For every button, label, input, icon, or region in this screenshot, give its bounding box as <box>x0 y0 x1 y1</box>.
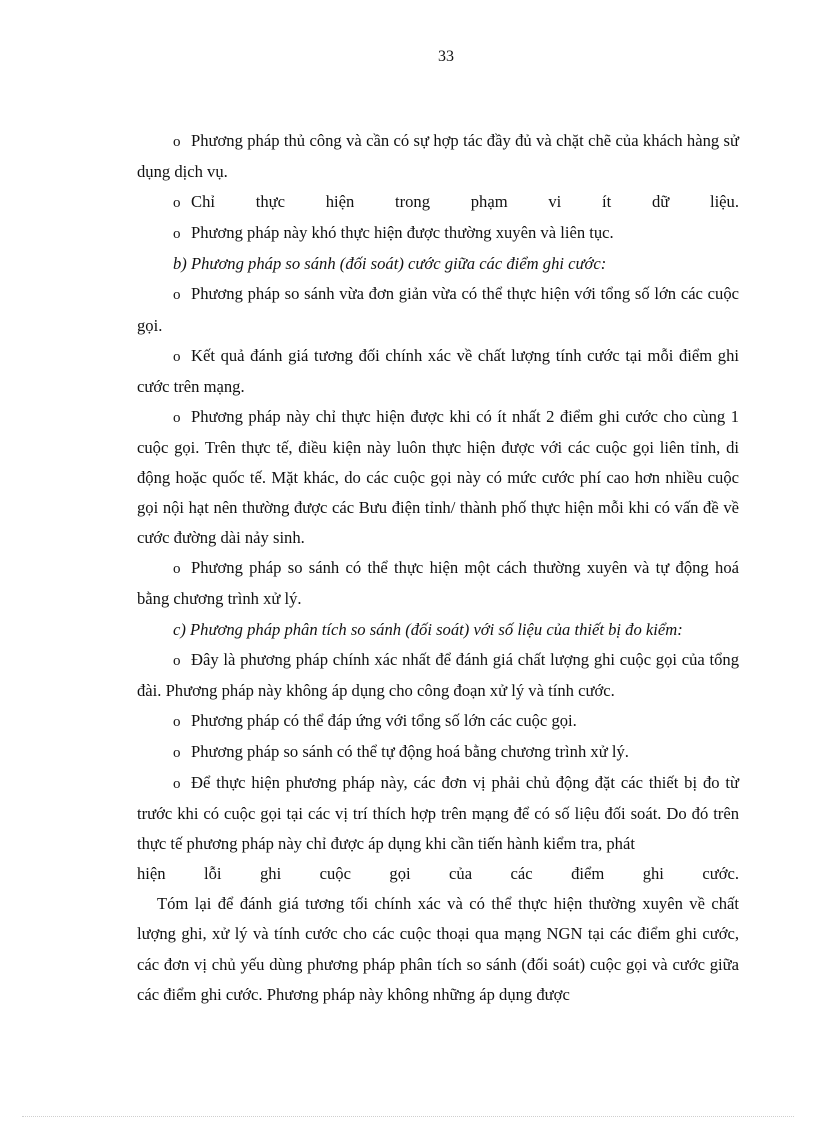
bullet-item <box>137 218 739 249</box>
bullet-text: Chỉ thực hiện trong phạm vi ít dữ liệu. <box>191 192 739 212</box>
section-heading: c) Phương pháp phân tích so sánh (đối soát) với số liệu của thiết bị đo kiểm: <box>173 619 683 639</box>
bullet-item <box>137 706 739 737</box>
bullet-text: Phương pháp thủ công và cần có sự hợp tác đầy đủ và chặt chẽ của khách hàng sử dụng dịch vụ. <box>137 131 739 182</box>
bullet-text: Phương pháp so sánh có thể tự động hoá bằng chương trình xử lý. <box>191 741 629 761</box>
page-number: 33 <box>438 48 454 65</box>
bullet-item <box>137 645 739 706</box>
footer-divider <box>22 1116 794 1117</box>
bullet-text: Phương pháp so sánh có thể thực hiện một cách thường xuyên và tự động hoá bằng chương trình xử lý. <box>137 558 739 609</box>
bullet-item <box>137 737 739 768</box>
bullet-item <box>137 126 739 187</box>
summary-paragraph: Tóm lại để đánh giá tương tối chính xác và có thể thực hiện thường xuyên về chất lượng ghi, xử lý và tính cước cho các cuộc thoại qua mạng NGN tại các điểm ghi cước, các đơn vị chủ yếu dùng phương pháp phân tích so sánh (đối soát) cuộc gọi và cước giữa các điểm ghi cước. Phương pháp này không những áp dụng được <box>137 894 739 1004</box>
bullet-text: Để thực hiện phương pháp này, các đơn vị phải chủ động đặt các thiết bị đo từ trước khi có cuộc gọi tại các vị trí thích hợp trên mạng để có số liệu đối soát. Do đó trên thực tế phương pháp này chỉ được áp dụng khi cần tiến hành kiểm tra, phát <box>137 772 739 854</box>
bullet-marker: o <box>173 744 181 761</box>
bullet-item <box>137 187 739 218</box>
bullet-marker: o <box>173 409 181 426</box>
bullet-text: Đây là phương pháp chính xác nhất để đánh giá chất lượng ghi cuộc gọi của tổng đài. Phương pháp này không áp dụng cho công đoạn xử lý và tính cước. <box>137 649 739 700</box>
section-heading: b) Phương pháp so sánh (đối soát) cước giữa các điểm ghi cước: <box>173 254 607 274</box>
bullet-item <box>137 341 739 402</box>
bullet-marker: o <box>173 226 181 243</box>
document-body <box>137 126 739 1010</box>
bullet-item <box>137 279 739 340</box>
bullet-text: Phương pháp này khó thực hiện được thường xuyên và liên tục. <box>191 223 614 243</box>
bullet-text: Phương pháp so sánh vừa đơn giản vừa có thể thực hiện với tổng số lớn các cuộc gọi. <box>137 284 739 335</box>
bullet-text: Phương pháp có thể đáp ứng với tổng số lớn các cuộc gọi. <box>191 710 577 730</box>
bullet-marker: o <box>173 134 181 150</box>
bullet-item <box>137 402 739 553</box>
bullet-marker: o <box>173 348 181 365</box>
bullet-marker: o <box>173 652 181 669</box>
bullet-text: Phương pháp này chỉ thực hiện được khi có ít nhất 2 điểm ghi cước cho cùng 1 cuộc gọi. Trên thực tế, điều kiện này luôn thực hiện được với các cuộc gọi liên tỉnh, di động hoặc quốc tế. Mặt khác, do các cuộc gọi này có mức cước phí cao hơn nhiều cuộc gọi nội hạt nên thường được các Bưu điện tỉnh/ thành phố thực hiện mỗi khi có vấn đề về cước đường dài nảy sinh. <box>137 406 739 548</box>
bullet-item <box>137 768 739 859</box>
continuation-line: hiện lỗi ghi cuộc gọi của các điểm ghi cước. <box>137 864 739 884</box>
bullet-marker: o <box>173 195 181 212</box>
bullet-item <box>137 553 739 614</box>
bullet-marker: o <box>173 713 181 730</box>
bullet-marker: o <box>173 775 181 792</box>
bullet-marker: o <box>173 561 181 578</box>
bullet-text: Kết quả đánh giá tương đối chính xác về chất lượng tính cước tại mỗi điểm ghi cước trên mạng. <box>137 345 739 396</box>
bullet-marker: o <box>173 287 181 304</box>
